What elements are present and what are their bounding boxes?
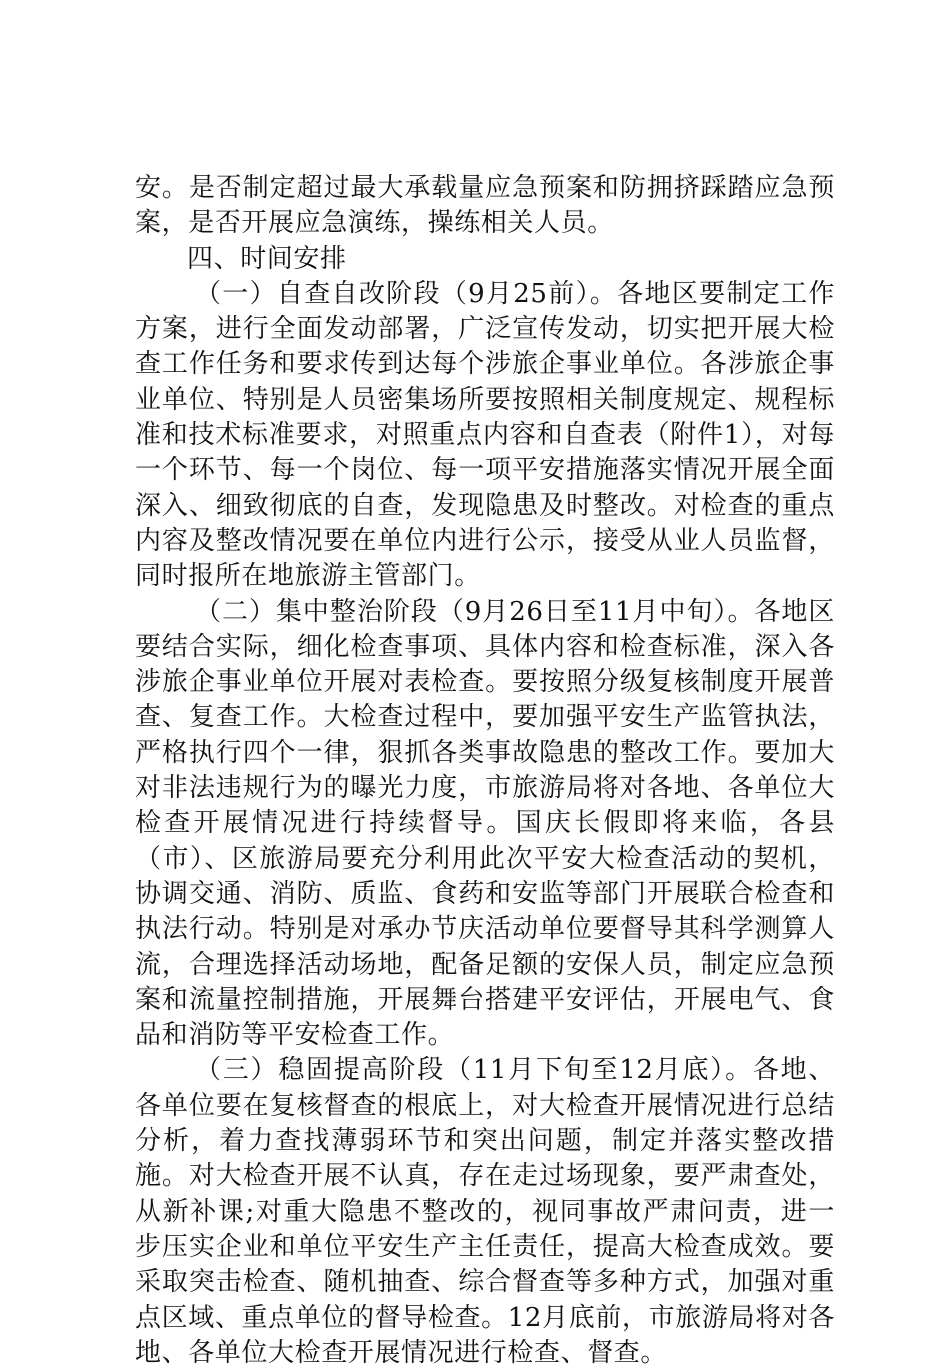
section-heading-time-schedule: 四、时间安排 (187, 243, 347, 274)
paragraph-self-inspection-stage: （一）自查自改阶段（9月25前）。各地区要制定工作方案，进行全面发动部署，广泛宣传发动，切实把开展大检查工作任务和要求传到达每个涉旅企事业单位。各涉旅企事业单位、特别是人员密集场所要按照相关制度规定、规程标准和技术标准要求，对照重点内容和自查表（附件1），对每一个环节、每一个岗位、每一项平安措施落实情况开展全面深入、细致彻底的自查，发现隐患及时整改。对检查的重点内容及整改情况要在单位内进行公示，接受从业人员监督，同时报所在地旅游主管部门。 (135, 278, 835, 592)
document-body (135, 171, 835, 1371)
paragraph-consolidation-stage: （三）稳固提高阶段（11月下旬至12月底）。各地、各单位要在复核督查的根底上，对大检查开展情况进行总结分析，着力查找薄弱环节和突出问题，制定并落实整改措施。对大检查开展不认真，存在走过场现象，要严肃查处，从新补课;对重大隐患不整改的，视同事故严肃问责，进一步压实企业和单位平安生产主任责任，提高大检查成效。要采取突击检查、随机抽查、综合督查等多种方式，加强对重点区域、重点单位的督导检查。12月底前，市旅游局将对各地、各单位大检查开展情况进行检查、督查。 (135, 1055, 835, 1368)
paragraph-rectification-stage: （二）集中整治阶段（9月26日至11月中旬）。各地区要结合实际，细化检查事项、具体内容和检查标准，深入各涉旅企事业单位开展对表检查。要按照分级复核制度开展普查、复查工作。大检查过程中，要加强平安生产监管执法，严格执行四个一律，狠抓各类事故隐患的整改工作。要加大对非法违规行为的曝光力度，市旅游局将对各地、各单位大检查开展情况进行持续督导。国庆长假即将来临，各县（市）、区旅游局要充分利用此次平安大检查活动的契机，协调交通、消防、质监、食药和安监等部门开展联合检查和执法行动。特别是对承办节庆活动单位要督导其科学测算人流，合理选择活动场地，配备足额的安保人员，制定应急预案和流量控制措施，开展舞台搭建平安评估，开展电气、食品和消防等平安检查工作。 (135, 596, 835, 1051)
paragraph-continuation: 安。是否制定超过最大承载量应急预案和防拥挤踩踏应急预案，是否开展应急演练，操练相关人员。 (135, 173, 835, 239)
